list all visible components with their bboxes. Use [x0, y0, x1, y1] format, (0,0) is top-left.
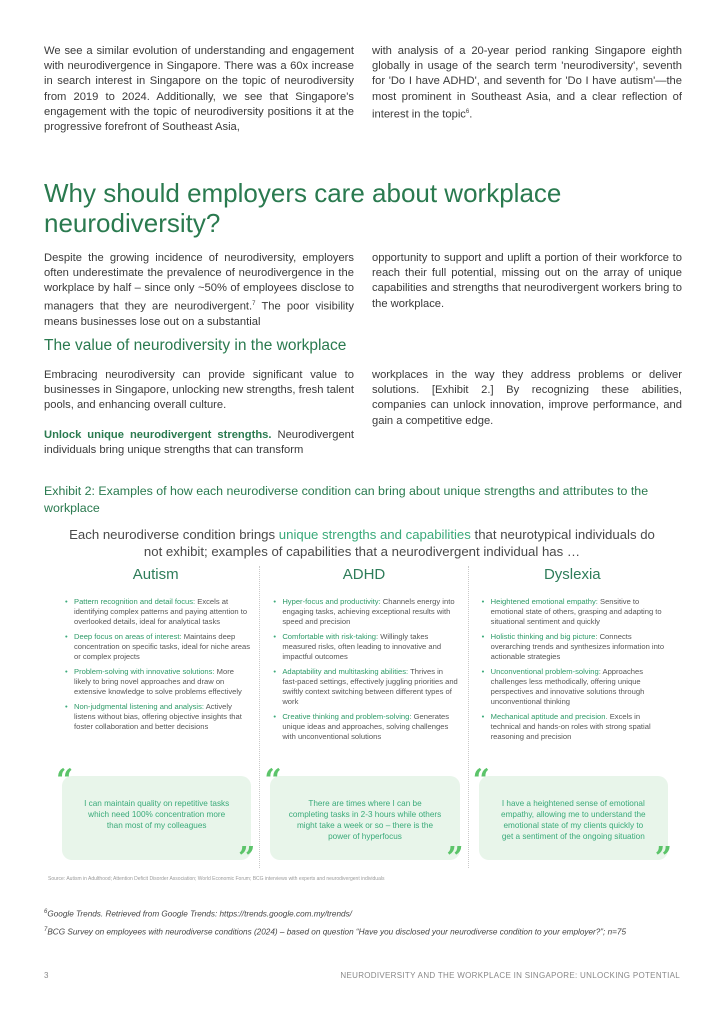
strengths-list — [268, 597, 459, 742]
section-heading-why: Why should employers care about workplace neurodiversity? — [44, 178, 562, 238]
why-paragraph-right: opportunity to support and uplift a portion of their workforce to reach their full potential, missing out on the array of unique capabilities and strengths that neurodivergent workers bring to the workplace. — [372, 252, 682, 310]
list-item: • Problem-solving with innovative solutions: More likely to bring novel approaches and draw on extensive knowledge to solve problems effectively — [74, 667, 251, 697]
quote-text: There are times where I can be completing tasks in 2-3 hours while others might take a week or so – there is the power of hyperfocus — [288, 799, 442, 841]
quote-box — [264, 763, 464, 876]
list-item: • Pattern recognition and detail focus: Excels at identifying complex patterns and paying attention to overlooked details, ideal for analytical tasks — [74, 597, 251, 627]
intro-paragraph-right: with analysis of a 20-year period ranking Singapore eighth globally in usage of the search term 'neurodiversity', seventh for 'Do I have ADHD', and seventh for 'Do I have autism'—the most prominent in Southeast Asia, and a clear reflection of interest in the topic$^6$. — [372, 45, 682, 121]
list-item: • Holistic thinking and big picture: Connects overarching trends and synthesizes information into actionable strategies — [491, 632, 668, 662]
column-title: ADHD — [342, 566, 386, 583]
open-quote-icon: “ — [56, 763, 74, 798]
strengths-list — [477, 597, 668, 742]
column-title: Dyslexia — [543, 566, 601, 583]
list-item: • Non-judgmental listening and analysis: Actively listens without bias, offering objective insights that foster collaboration and better decisions — [74, 702, 251, 732]
quote-box — [472, 763, 672, 876]
intro-left-column — [44, 44, 354, 135]
open-quote-icon: “ — [264, 763, 282, 798]
close-quote-icon: ” — [446, 841, 464, 876]
list-item: • Deep focus on areas of interest: Maintains deep concentration on specific tasks, ideal for niche areas or complex projects — [74, 632, 251, 662]
running-title: NEURODIVERSITY AND THE WORKPLACE IN SINGAPORE: UNLOCKING POTENTIAL — [340, 971, 680, 980]
quote-text: I have a heightened sense of emotional empathy, allowing me to understand the emotional state of my clients quickly to get a sentiment of the ongoing situation — [501, 799, 646, 841]
value-section — [44, 368, 682, 458]
why-paragraph-left: Despite the growing incidence of neurodiversity, employers often underestimate the prevalence of neurodivergence in the workplace by half – since only ~50% of employees disclose to managers that they are neurodivergent.$^7$ The poor visibility means businesses lose out on a substantial — [44, 252, 354, 328]
quote-box — [56, 763, 256, 876]
value-paragraph-1: Embracing neurodiversity can provide significant value to businesses in Singapore, unlocking new strengths, fresh talent pools, and enhancing overall culture. — [44, 369, 354, 412]
list-item: • Mechanical aptitude and precision. Excels in technical and hands-on roles with strong spatial reasoning and precision — [491, 712, 668, 742]
page-number: 3 — [44, 971, 49, 980]
exhibit-columns — [52, 566, 676, 876]
quote-text: I can maintain quality on repetitive tasks which need 100% concentration more than most of my colleagues — [84, 799, 230, 830]
exhibit-source: Source: Autism in Adulthood; Attention Deficit Disorder Association; World Economic Forum; BCG interviews with experts and neurodivergent individuals — [48, 876, 385, 882]
close-quote-icon: ” — [654, 841, 672, 876]
strengths-list — [60, 597, 251, 732]
footnote-7: $^7$BCG Survey on employees with neurodiverse conditions (2024) – based on question “Have you disclosed your neurodiverse condition to your employer?”; n=75 — [44, 927, 627, 937]
footnote-ref-7[interactable]: 7 — [252, 300, 256, 307]
column-dyslexia — [468, 566, 676, 876]
footnote-ref-6[interactable]: 6 — [465, 108, 470, 115]
list-item: • Creative thinking and problem-solving: Generates unique ideas and approaches, solving challenges with unconventional solutions — [282, 712, 459, 742]
intro-right-column — [372, 44, 682, 135]
list-item: • Comfortable with risk-taking: Willingly takes measured risks, often leading to innovative and impactful outcomes — [282, 632, 459, 662]
close-quote-icon: ” — [238, 841, 256, 876]
list-item: • Unconventional problem-solving: Approaches challenges less methodically, offering unique perspectives and innovative solutions through unconventional thinking — [491, 667, 668, 707]
column-autism — [52, 566, 259, 876]
column-adhd — [259, 566, 467, 876]
intro-paragraph-left: We see a similar evolution of understanding and engagement with neurodivergence in Singapore. There was a 60x increase in search interest in Singapore on the topic of neurodiversity from 2019 to 2024. Additionally, we see that Singapore's engagement with the topic of neurodiversity positions it at the progressive forefront of Southeast Asia, — [44, 45, 354, 134]
open-quote-icon: “ — [472, 763, 490, 798]
value-paragraph-right: workplaces in the way they address problems or deliver solutions. [Exhibit 2.] By recognizing these abilities, companies can unlock innovation, improve performance, and gain a competitive edge. — [372, 369, 682, 427]
exhibit-highlight: unique strengths and capabilities — [278, 527, 471, 542]
value-lead: Unlock unique neurodivergent strengths. — [44, 428, 272, 441]
subheading-value: The value of neurodiversity in the workplace — [44, 337, 347, 354]
list-item: • Heightened emotional empathy: Sensitive to emotional state of others, grasping and adapting to situational sentiment and quickly — [491, 597, 668, 627]
exhibit-title: Exhibit 2: Examples of how each neurodiverse condition can bring about unique strengths and attributes to the workplace — [44, 484, 649, 515]
footnote-6: $^6$Google Trends. Retrieved from Google Trends: https://trends.google.com.my/trends/ — [44, 909, 352, 919]
intro-section — [44, 44, 682, 135]
list-item: • Adaptability and multitasking abilities: Thrives in fast-paced settings, effectively juggling priorities and swiftly context switching between different types of work — [282, 667, 459, 707]
value-paragraph-2: Unlock unique neurodivergent strengths. Neurodivergent individuals bring unique strengths that can transform — [44, 428, 354, 456]
column-title: Autism — [132, 566, 179, 583]
list-item: • Hyper-focus and productivity: Channels energy into engaging tasks, achieving exceptional results with speed and precision — [282, 597, 459, 627]
exhibit-header: Each neurodiverse condition brings unique strengths and capabilities that neurotypical individuals do not exhibit; examples of capabilities that a neurodivergent individual has … — [69, 527, 655, 559]
why-section — [44, 251, 682, 330]
